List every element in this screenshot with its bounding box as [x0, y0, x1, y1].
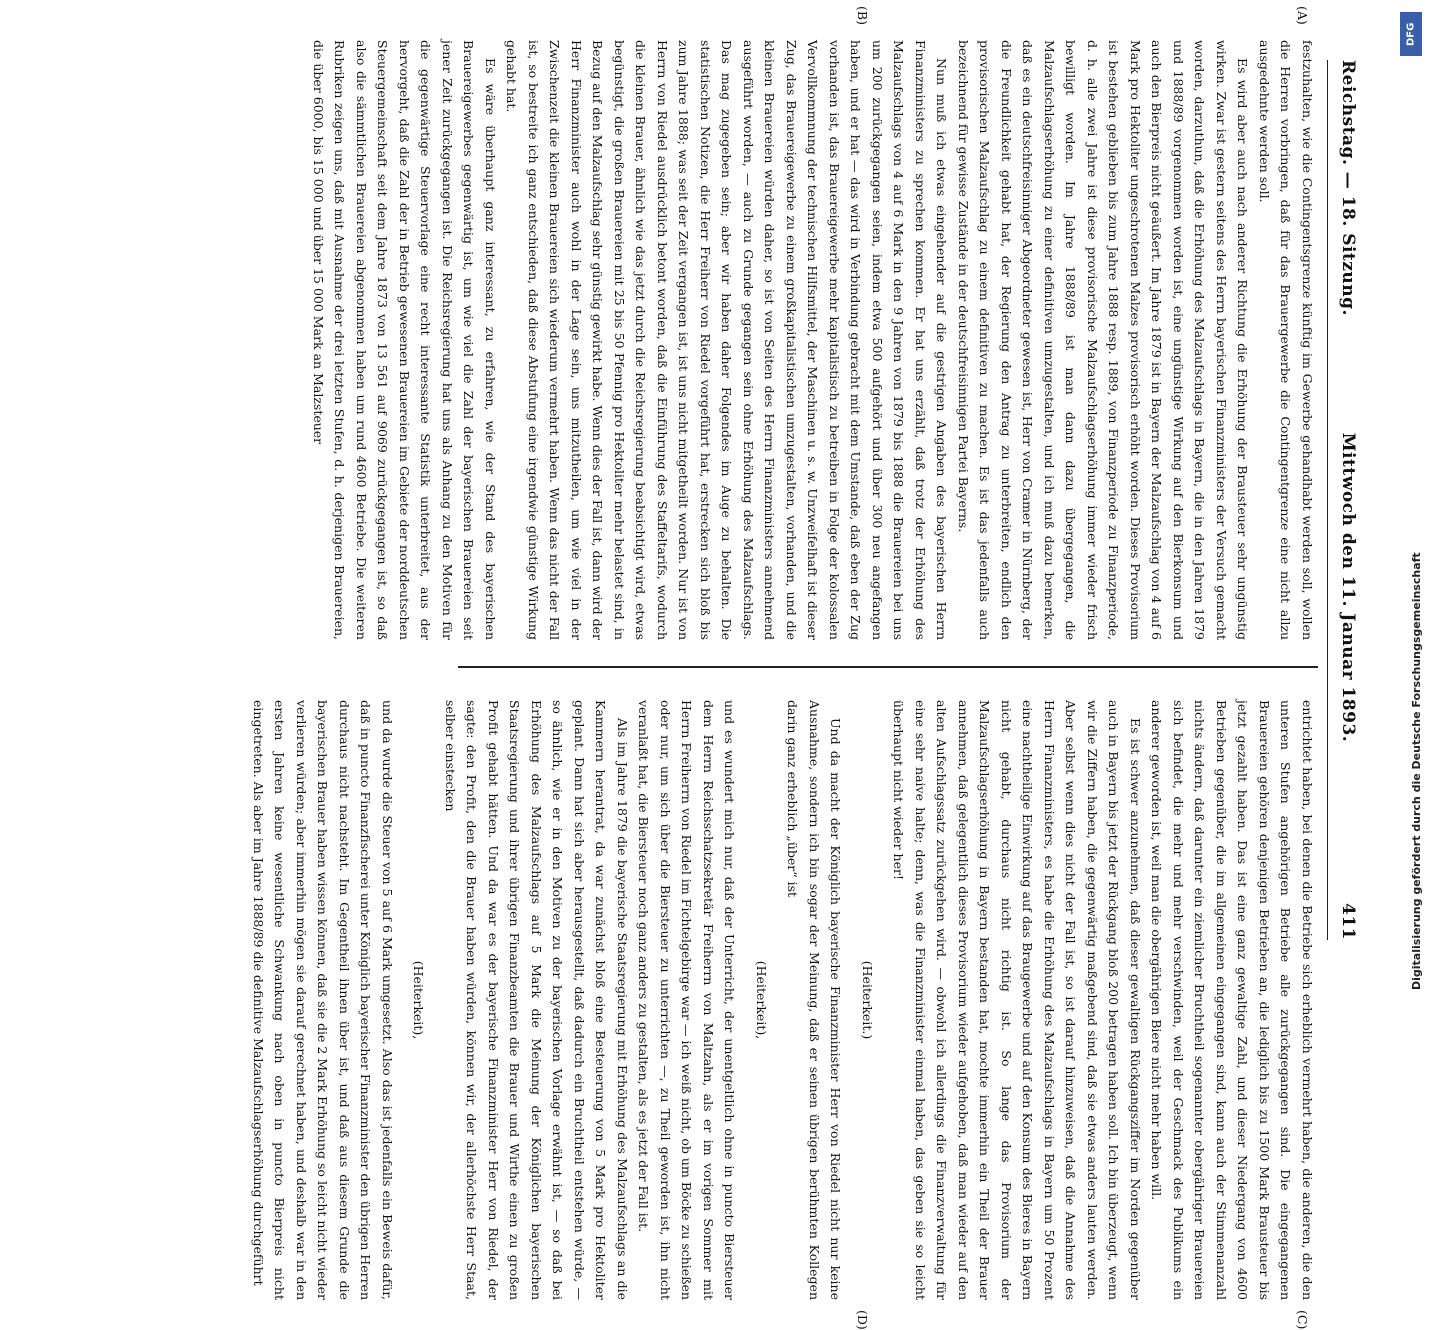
laughter-note: (Heiterkeit),	[411, 960, 427, 1040]
right-paragraph: Es ist schwer anzunehmen, daß dieser gewaltigen Rückgangsziffer im Norden gegenüber auch in Bayern bis jetzt der Rückgang bloß 200 betragen haben soll. Ich bin überzeugt, wenn wir die Ziffern haben, die gegenwärtig maßgebend sind, daß sie etwas anders lauten werden. Aber selbst wenn dies nicht der Fall ist, so ist darauf hinzuweisen, daß die Annahme des Herrn Finanzministers, es habe die Erhöhung des Malzaufschlags in Bayern um 50 Prozent eine nachtheilige Einwirkung auf das Braugewerbe und auf den Konsum des Bieres in Bayern nicht gehabt, durchaus nicht richtig ist. So lange das Provisorium der Malzaufschlagserhöhung in Bayern bestanden hat, mochte immerhin ein Theil der Brauer annehmen, daß gelegentlich dieses Provisorium wieder aufgehoben, daß man wieder auf den alten Aufschlagssatz zurückgehen wird. — obwohl ich allerdings die Finanzverwaltung für eine sehr naive halte; denn, was die Finanzminister einmal haben, das geben sie so leicht überhaupt nicht wieder her!	[891, 700, 1143, 1300]
left-paragraph: Nun muß ich etwas eingehender auf die gestrigen Angaben des bayerischen Herrn Finanzministers zu sprechen kommen. Er hat uns erzählt, daß trotz der Erhöhung des Malzaufschlags von 4 auf 6 Mark in den 9 Jahren von 1879 bis 1888 die Brauereien bei uns um 200 zurückgegangen seien, indem etwa 500 aufgehört und über 300 neu angefangen haben, und er hat — das wird in Verbindung gebracht mit dem Umstande, daß eben der Zug vorhanden ist, das Brauereigewerbe mehr kapitalistisch zu betreiben in Folge der kolossalen Vervollkommnung der technischen Hilfsmittel, der Maschinen u. s. w. Unzweifelhaft ist dieser Zug, das Brauereigewerbe zu einem großkapitalistischen umzugestalten, vorhanden, und die kleinen Brauereien würden daher, so ist von Seiten des Herrn Finanzministers annehmend ausgeführt worden, — auch zu Grunde gegangen sein ohne Erhöhung des Malzaufschlags. Das mag zugegeben sein; aber wir haben daher Folgendes im Auge zu behalten. Die statistischen Notizen, die Herr Freiherr von Riedel vorgeführt hat, erstrecken sich bloß bis zum Jahre 1888; was seit der Zeit vergangen ist, ist uns nicht mitgetheilt worden. Nur ist von Herrn von Riedel ausdrücklich betont worden, daß die Einführung des Staffeltarifs, wodurch die kleinen Brauer, ähnlich wie das jetzt durch die Reichsregierung beabsichtigt wird, etwas begünstigt, die großen Brauereien mit 25 bis 50 Pfennig pro Hektoliter mehr belastet sind, in Bezug auf den Malzaufschlag sehr günstig gewirkt habe. Wenn dies der Fall ist, dann wird der Herr Finanzminister auch wohl in der Lage sein, uns mitzutheilen, um wie viel in der Zwischenzeit die kleinen Brauereien sich wiederum vermehrt haben. Wenn das nicht der Fall ist, so bestreite ich ganz entschieden, daß diese Abstufung eine irgendwie günstige Wirkung gehabt hat.	[504, 40, 950, 641]
left-paragraph: Es wird aber auch nach anderer Richtung die Erhöhung der Brausteuer sehr ungünstig wirken. Zwar ist gestern seitens des Herrn bayerischen Finanzministers der Versuch gemacht worden, darzuthun, daß die Erhöhung des Malzaufschlags in Bayern, die in den Jahren 1879 und 1888/89 vorgenommen worden ist, eine ungünstige Wirkung auf den Bierkonsum und auch den Bierpreis nicht geäußert. Im Jahre 1879 ist in Bayern der Malzaufschlag von 4 auf 6 Mark pro Hektoliter ungeschrotenen Malzes provisorisch erhöht worden. Dieses Provisorium ist bestehen geblieben bis zum Jahre 1888 resp. 1889, von Finanzperiode zu Finanzperiode, d. h. alle zwei Jahre ist diese provisorische Malzaufschlagserhöhung immer wieder frisch bewilligt worden. Im Jahre 1888/89 ist man dann dazu übergegangen, die Malzaufschlagserhöhung zu einer definitiven umzugestalten, und ich muß dazu bemerken, daß es ein deutschfreisinniger Abgeordneter gewesen ist, Herr von Cramer in Nürnberg, der die Freundlichkeit gehabt hat, der Regierung den Antrag zu unterbreiten, endlich den provisorischen Malzaufschlag zu einem definitiven zu machen. Es ist das jedenfalls auch bezeichnend für gewisse Zustände in der deutschfreisinnigen Partei Bayerns.	[956, 40, 1251, 640]
dfg-funding-note: Digitalisierung gefördert durch die Deutsche Forschungsgemeinschaft	[1410, 552, 1423, 990]
margin-mark-a: (A)	[1295, 6, 1310, 25]
right-paragraph: Und da macht der Königlich bayerische Finanzminister Herr von Riedel nicht nur keine Ausnahme, sondern ich bin sogar der Meinung, daß er seinen übrigen berühmten Kollegen darin ganz erheblich „über“ ist	[785, 700, 844, 1300]
column-divider	[458, 666, 1318, 668]
dfg-logo: DFG	[1400, 12, 1422, 56]
digitization-stamp	[1390, 0, 1432, 1000]
laughter-note: (Heiterkeit.)	[860, 960, 875, 1040]
left-paragraph: festzuhalten, wie die Contingentsgrenze künftig im Gewerbe gehandhabt werden soll, wollen die Herren vorbringen, daß für das Brauergewerbe die Contingentgrenze eine nicht allzu ausgedehnte werden soll.	[1257, 40, 1315, 640]
right-column	[251, 700, 1318, 1300]
right-paragraph: Als im Jahre 1879 die bayerische Staatsregierung mit Erhöhung des Malzaufschlags an die Kammern herantrat, da war zunächst bloß eine Besteuerung von 5 Mark pro Hektoliter geplant. Dann hat sich aber herausgestellt, daß dadurch ein Bruchtheil entstehen würde, — so ähnlich, wie er in den Motiven zu der bayerischen Vorlage erwähnt ist, — so daß bei Erhöhung des Malzaufschlags auf 5 Mark die Meinung der Königlichen bayerischen Staatsregierung und ihrer übrigen Finanzbeamten die Brauer und Wirthe einen zu großen Profit gehabt hätten. Und da war es der bayerische Finanzminister Herr von Riedel, der sagte: den Profit, den die Brauer haben würden, können wir, der allerhöchste Herr Staat, selber einstecken	[443, 700, 630, 1300]
page-number: 411	[1338, 903, 1358, 940]
header-left: Reichstag. — 18. Sitzung.	[1338, 60, 1358, 316]
right-paragraph: und da wurde die Steuer von 5 auf 6 Mark umgesetzt. Also das ist jedenfalls ein Beweis dafür, daß in puncto Finanzfischerei unter Königlich bayerischer Finanzminister den übrigen Herren durchaus nicht nachsteht. Im Gegentheil ihnen über ist, und daß aus diesem Grunde die bayerischen Brauer haben wissen können, daß sie die 2 Mark Erhöhung so leicht nicht wieder verlieren würden; aber immerhin mögen sie darauf gerechnet haben, und deshalb war in den ersten Jahren keine wesentliche Schwankung nach oben in puncto Bierpreis nicht eingetreten. Als aber im Jahre 1888/89 die definitive Malzaufschlagserhöhung durchgeführt	[251, 700, 395, 1300]
laughter-note: (Heiterkeit),	[754, 960, 769, 1040]
margin-mark-b: (B)	[855, 6, 870, 25]
header-date: Mittwoch den 11. Januar 1893.	[1338, 432, 1358, 743]
margin-mark-d: (D)	[855, 1310, 870, 1330]
left-column	[311, 40, 1318, 641]
right-paragraph: und es wundert mich nur, daß der Unterricht, der unentgeltlich ohne in puncto Biersteuer dem Herrn Reichsschatzsekretär Freiherrn von Maltzahn, als er im vorigen Sommer mit Herrn Freiherrn von Riedel im Fichtelgebirge war — ich weiß nicht, ob um Böcke zu schießen oder nur, um sich über die Biersteuer zu unterrichten —, zu Theil geworden ist, ihn nicht veranlaßt hat, die Biersteuer noch ganz anders zu gestalten, als es jetzt der Fall ist.	[636, 700, 738, 1300]
right-paragraph: entrichtet haben, bei denen die Betriebe sich erheblich vermehrt haben, die anderen, die den unteren Stufen angehörigen Betriebe alle zurückgegangen sind. Die eingegangenen Brauereien gehören denjenigen Betrieben an, die lediglich bis zu 1500 Mark Brausteuer bis jetzt gezahlt haben. Das ist eine ganz gewaltige Zahl, und dieser Niedergang von 4600 Betrieben gegenüber, die im allgemeinen eingegangen sind, kann auch der Stimmenanzahl nichts ändern, daß darunter ein ziemlicher Bruchtheil sogenannter obergähriger Brauereien sich befindet, die mehr und mehr verschwinden, weil der Geschmack des Publikums ein anderer geworden ist, weil man die obergährigen Biere nicht mehr haben will.	[1149, 700, 1315, 1300]
page-header	[1327, 60, 1368, 940]
margin-mark-c: (C)	[1295, 1310, 1310, 1330]
left-paragraph: Es wäre überhaupt ganz interessant, zu erfahren, wie der Stand des bayerischen Brauereigewerbes gegenwärtig ist, um wie viel die Zahl der bayerischen Brauereien seit jener Zeit zurückgegangen ist. Die Reichsregierung hat uns als Anhang zu den Motiven für die gegenwärtige Steuervorlage eine recht interessante Statistik unterbreitet, aus der hervorgeht, daß die Zahl der in Betrieb gewesenen Brauereien im Gebiete der norddeutschen Steuergemeinschaft seit dem Jahre 1873 von 13 561 auf 9069 zurückgegangen ist, so daß also die sämmtlichen Brauereien abgenommen haben um rund 4600 Betriebe. Die weiteren Rubriken zeigen uns, daß mit Ausnahme der drei letzten Stufen, d. h. derjenigen Brauereien, die über 6000, bis 15 000 und über 15 000 Mark an Malzsteuer	[311, 40, 498, 640]
